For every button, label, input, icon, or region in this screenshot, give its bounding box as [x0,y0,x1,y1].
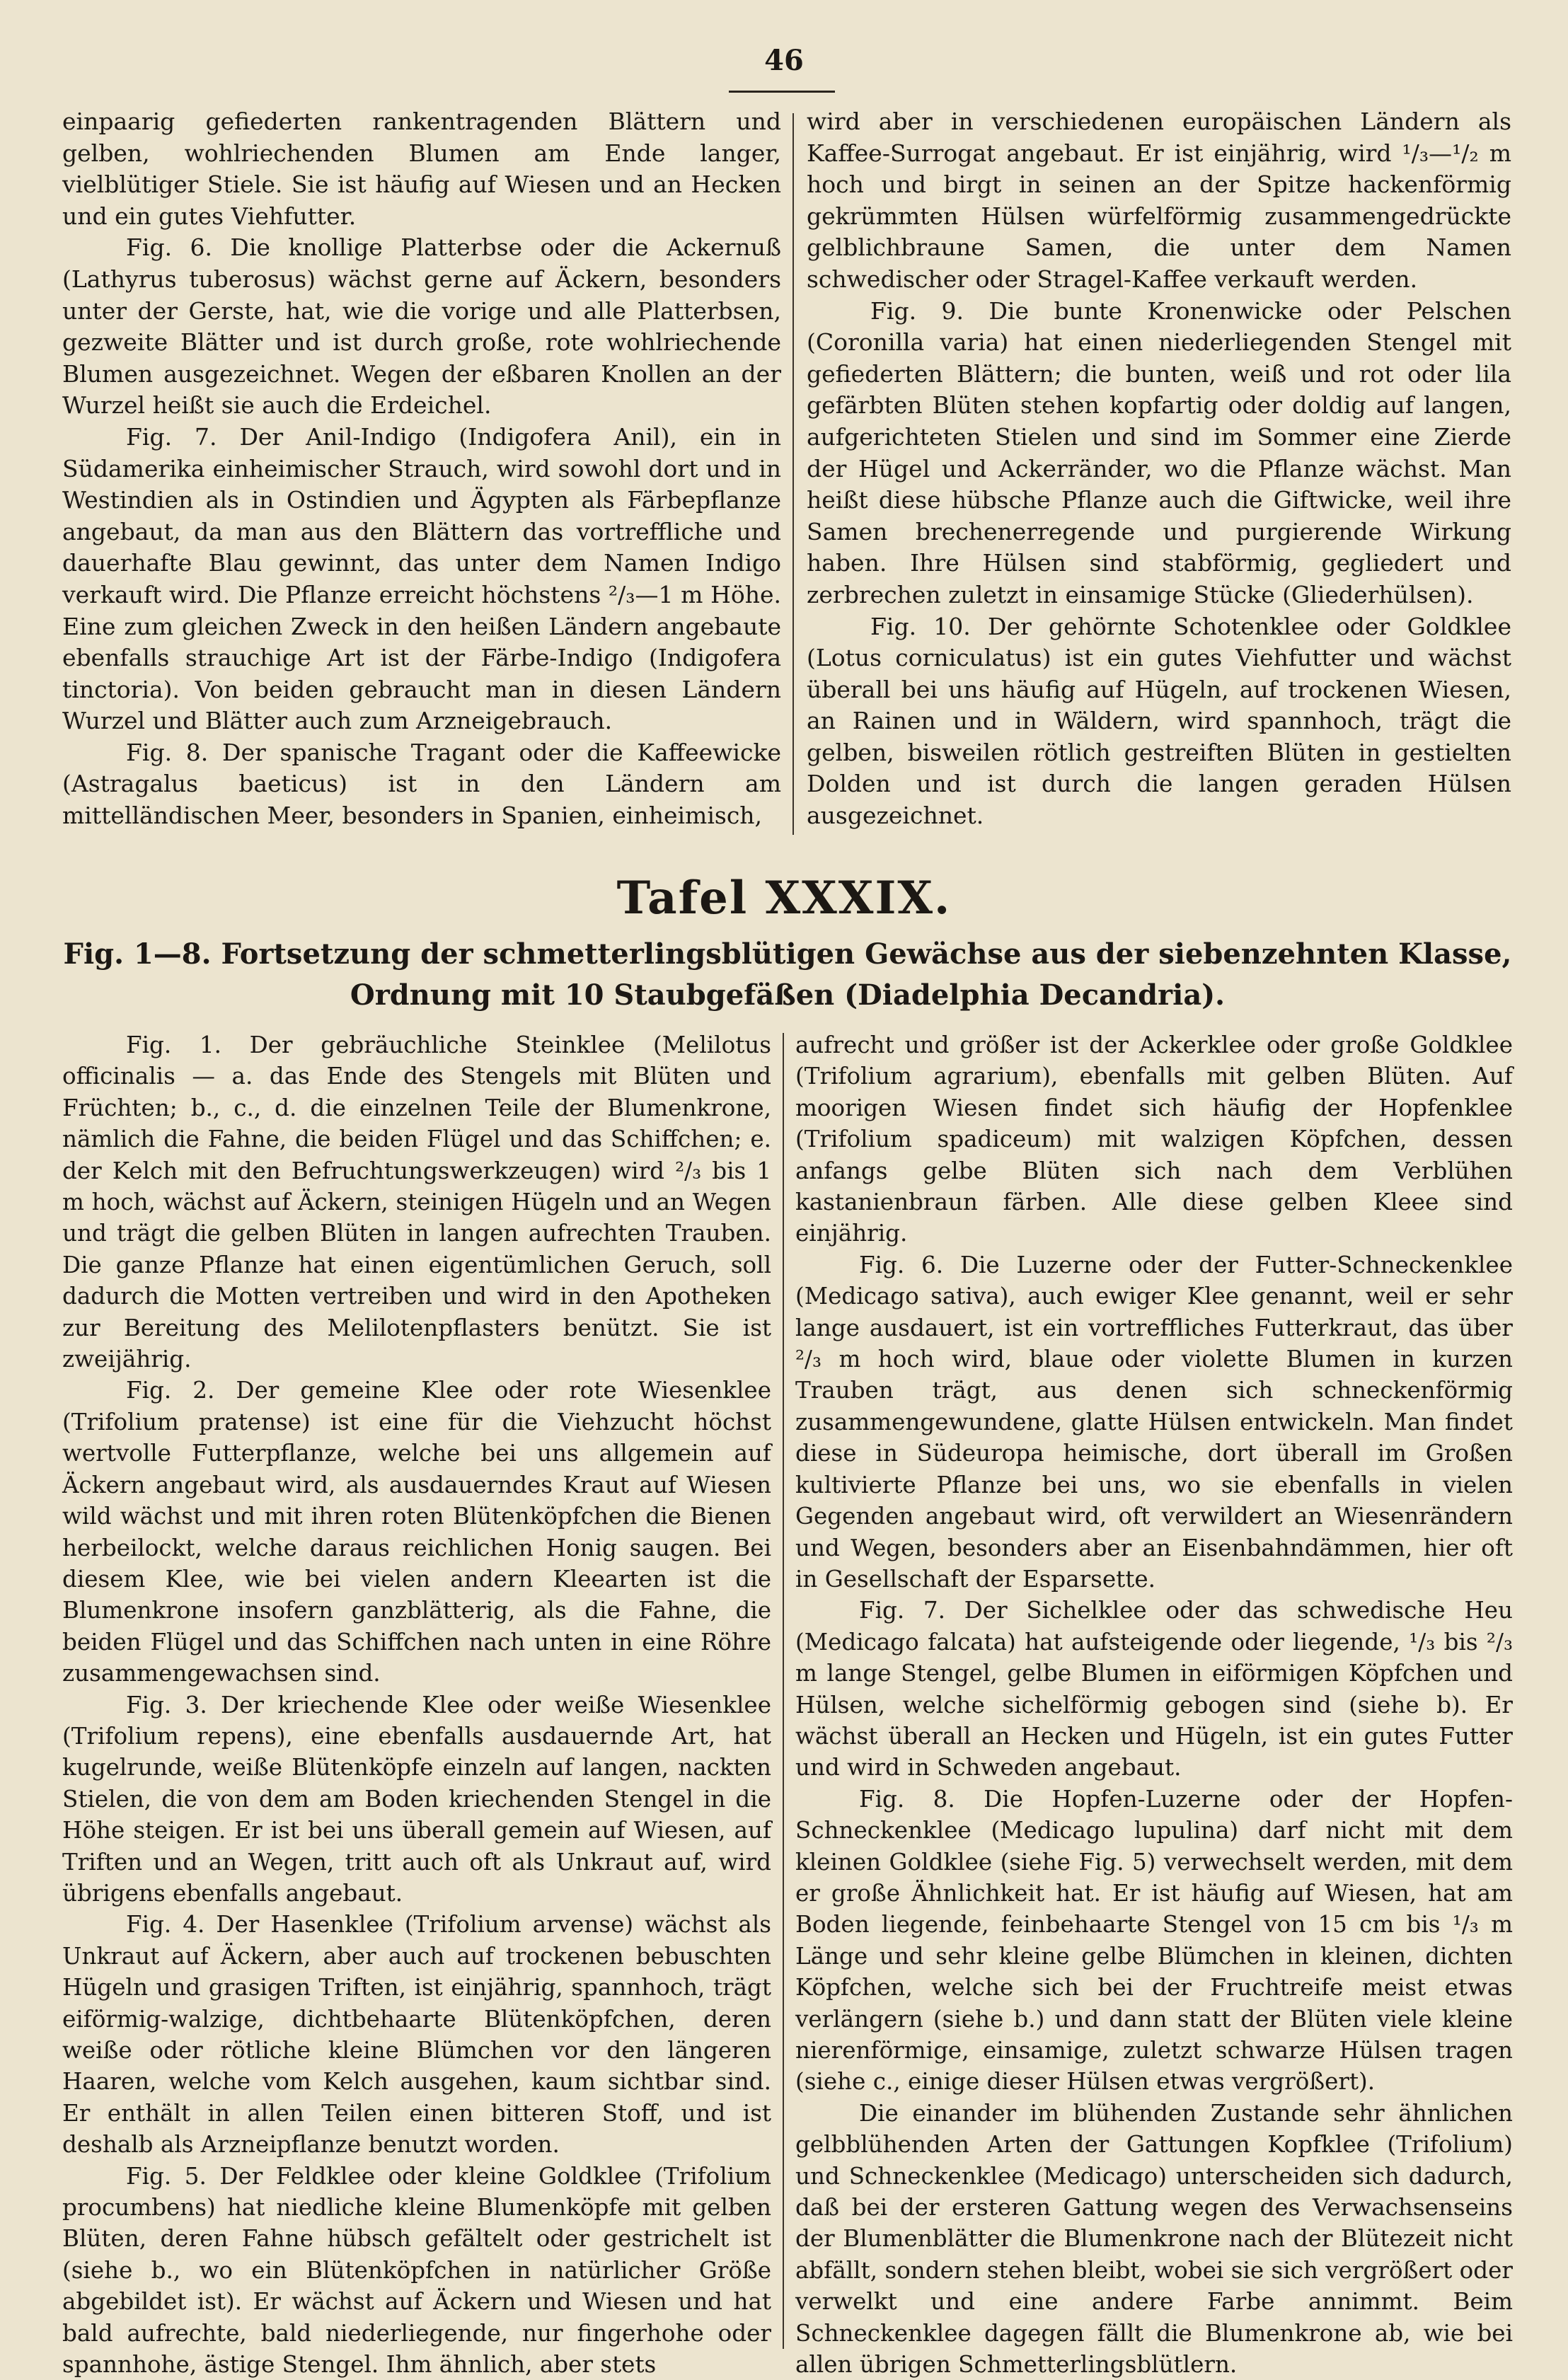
paragraph: Fig. 5. Der Feldklee oder kleine Goldklee (Trifolium procumbens) hat niedliche kleine Blumenköpfe mit gelben Blüten, deren Fahne hübsch gefältelt oder gestrichelt ist (siehe b., wo ein Blütenköpfchen in natürlicher Größe abgebildet ist). Er wächst auf Äckern und Wiesen und hat bald aufrechte, bald niederliegende, nur fingerhohe oder spannhohe, ästige Stengel. Ihm ähnlich, aber stets [62,2162,771,2379]
paragraph: einpaarig gefiederten rankentragenden Blättern und gelben, wohlriechenden Blumen am Ende langer, vielblütiger Stiele. Sie ist häufig auf Wiesen und an Hecken und ein gutes Viehfutter. [62,108,781,230]
column-1 [62,106,781,842]
paragraph: Fig. 6. Die knollige Platterbse oder die Ackernuß (Lathyrus tuberosus) wächst gerne auf Äckern, besonders unter der Gerste, hat, wie die vorige und alle Platterbsen, gezweite Blätter und ist durch große, rote wohlriechende Blumen ausgezeichnet. Wegen der eßbaren Knollen an der Wurzel heißt sie auch die Erdeichel. [62,233,781,420]
paragraph: Fig. 7. Der Sichelklee oder das schwedische Heu (Medicago falcata) hat aufsteigende oder liegende, ¹/₃ bis ²/₃ m lange Stengel, gelbe Blumen in eiförmigen Köpfchen und Hülsen, welche sichelförmig gebogen sind (siehe b). Er wächst überall an Hecken und Hügeln, ist ein gutes Futter und wird in Schweden angebaut. [795,1597,1513,1781]
column-divider [792,113,794,835]
paragraph: Fig. 9. Die bunte Kronenwicke oder Pelschen (Coronilla varia) hat einen niederliegenden Stengel mit gefiederten Blättern; die bunten, weiß und rot oder lila gefärbten Blüten stehen kopfartig oder doldig auf langen, aufgerichteten Stielen und sind im Sommer eine Zierde der Hügel und Ackerränder, wo die Pflanze wächst. Man heißt diese hübsche Pflanze auch die Giftwicke, weil ihre Samen brechenerregende und purgierende Wirkung haben. Ihre Hülsen sind stabförmig, gegliedert und zerbrechen zuletzt in einsamige Stücke (Gliederhülsen). [807,296,1511,608]
paragraph: Fig. 8. Die Hopfen-Luzerne oder der Hopfen-Schneckenklee (Medicago lupulina) darf nicht mit dem kleinen Goldklee (siehe Fig. 5) verwechselt werden, mit dem er große Ähnlichkeit hat. Er ist häufig auf Wiesen, hat am Boden liegende, feinbehaarte Stengel von 15 cm bis ¹/₃ m Länge und sehr kleine gelbe Blümchen in kleinen, dichten Köpfchen, welche sich bei der Fruchtreife meist etwas verlängern (siehe b.) und dann statt der Blüten viele kleine nierenförmige, einsamige, zuletzt schwarze Hülsen tragen (siehe c., einige dieser Hülsen etwas vergrößert). [795,1785,1513,2096]
column-divider [783,1033,784,2349]
paragraph: Fig. 3. Der kriechende Klee oder weiße Wiesenklee (Trifolium repens), eine ebenfalls ausdauernde Art, hat kugelrunde, weiße Blütenköpfe einzeln auf langen, nackten Stielen, die von dem am Boden kriechenden Stengel in die Höhe steigen. Er ist bei uns überall gemein auf Wiesen, auf Triften und an Wegen, tritt auch oft als Unkraut auf, wird übrigens ebenfalls angebaut. [62,1691,771,1907]
paragraph: Fig. 2. Der gemeine Klee oder rote Wiesenklee (Trifolium pratense) ist eine für die Viehzucht höchst wertvolle Futterpflanze, welche bei uns allgemein auf Äckern angebaut wird, als ausdauerndes Kraut auf Wiesen wild wächst und mit ihren roten Blütenköpfchen die Bienen herbeilockt, welche daraus reichlichen Honig saugen. Bei diesem Klee, wie bei vielen andern Kleearten ist die Blumenkrone insofern ganzblätterig, als die Fahne, die beiden Flügel und das Schiffchen nach unten in eine Röhre zusammengewachsen sind. [62,1377,771,1687]
section-heading: Fig. 1—8. Fortsetzung der schmetterlingsblütigen Gewächse aus der siebenzehnten Klasse, Ordnung mit 10 Staubgefäßen (Diadelphia Decandria). [63,937,1512,1012]
header-rule [729,91,835,93]
column-4 [795,1029,1513,2379]
column-3 [62,1029,771,2379]
paragraph: Fig. 7. Der Anil-Indigo (Indigofera Anil), ein in Südamerika einheimischer Strauch, wird sowohl dort und in Westindien als in Ostindien und Ägypten als Färbepflanze angebaut, da man aus den Blättern das vortreffliche und dauerhafte Blau gewinnt, das unter dem Namen Indigo verkauft wird. Die Pflanze erreicht höchstens ²/₃—1 m Höhe. Eine zum gleichen Zweck in den heißen Ländern angebaute ebenfalls strauchige Art ist der Färbe-Indigo (Indigofera tinctoria). Von beiden gebraucht man in diesen Ländern Wurzel und Blätter auch zum Arzneigebrauch. [62,422,781,735]
paragraph: Fig. 10. Der gehörnte Schotenklee oder Goldklee (Lotus corniculatus) ist ein gutes Viehfutter und wächst überall bei uns häufig auf Hügeln, auf trockenen Wiesen, an Rainen und in Wäldern, wird spannhoch, trägt die gelben, bisweilen rötlich gestreiften Blüten in gestielten Dolden und ist durch die langen geraden Hülsen ausgezeichnet. [807,612,1511,830]
paragraph: wird aber in verschiedenen europäischen Ländern als Kaffee-Surrogat angebaut. Er ist einjährig, wird ¹/₃—¹/₂ m hoch und birgt in seinen an der Spitze hackenförmig gekrümmten Hülsen würfelförmig zusammengedrückte gelblichbraune Samen, die unter dem Namen schwedischer oder Stragel-Kaffee verkauft werden. [807,108,1511,293]
paragraph: Fig. 8. Der spanische Tragant oder die Kaffeewicke (Astragalus baeticus) ist in den Ländern am mittelländischen Meer, besonders in Spanien, einheimisch, [62,738,781,830]
plate-title: Tafel XXXIX. [616,872,952,925]
paragraph: Fig. 4. Der Hasenklee (Trifolium arvense) wächst als Unkraut auf Äckern, aber auch auf trockenen bebuschten Hügeln und grasigen Triften, ist einjährig, spannhoch, trägt eiförmig-walzige, dichtbehaarte Blütenköpfchen, deren weiße oder rötliche kleine Blümchen vor den längeren Haaren, welche vom Kelch ausgehen, kaum sichtbar sind. Er enthält in allen Teilen einen bitteren Stoff, und ist deshalb als Arzneipflanze benutzt worden. [62,1911,771,2159]
paragraph: Fig. 6. Die Luzerne oder der Futter-Schneckenklee (Medicago sativa), auch ewiger Klee genannt, weil er sehr lange ausdauert, ist ein vortreffliches Futterkraut, das über ²/₃ m hoch wird, blaue oder violette Blumen in kurzen Trauben trägt, aus denen sich schneckenförmig zusammengewundene, glatte Hülsen entwickeln. Man findet diese in Südeuropa heimische, dort überall im Großen kultivierte Pflanze bei uns, wo sie ebenfalls in vielen Gegenden angebaut wird, oft verwildert an Wiesenrändern und Wegen, besonders aber an Eisenbahndämmen, hier oft in Gesellschaft der Esparsette. [795,1251,1513,1593]
page-number: 46 [764,44,804,77]
paragraph: aufrecht und größer ist der Ackerklee oder große Goldklee (Trifolium agrarium), ebenfalls mit gelben Blüten. Auf moorigen Wiesen findet sich häufig der Hopfenklee (Trifolium spadiceum) mit walzigen Köpfchen, dessen anfangs gelbe Blüten sich nach dem Verblühen kastanienbraun färben. Alle diese gelben Kleee sind einjährig. [795,1032,1513,1247]
column-2 [807,106,1511,842]
paragraph: Fig. 1. Der gebräuchliche Steinklee (Melilotus officinalis — a. das Ende des Stengels mit Blüten und Früchten; b., c., d. die einzelnen Teile der Blumenkrone, nämlich die Fahne, die beiden Flügel und das Schiffchen; e. der Kelch mit den Befruchtungswerkzeugen) wird ²/₃ bis 1 m hoch, wächst auf Äckern, steinigen Hügeln und an Wegen und trägt die gelben Blüten in langen aufrechten Trauben. Die ganze Pflanze hat einen eigentümlichen Geruch, soll dadurch die Motten vertreiben und wird in den Apotheken zur Bereitung des Melilotenpflasters benützt. Sie ist zweijährig. [62,1032,771,1373]
paragraph: Die einander im blühenden Zustande sehr ähnlichen gelbblühenden Arten der Gattungen Kopfklee (Trifolium) und Schneckenklee (Medicago) unterscheiden sich dadurch, daß bei der ersteren Gattung wegen des Verwachsenseins der Blumenblätter die Blumenkrone nach der Blütezeit nicht abfällt, sondern stehen bleibt, wobei sie sich vergrößert oder verwelkt und eine andere Farbe annimmt. Beim Schneckenklee dagegen fällt die Blumenkrone ab, wie bei allen übrigen Schmetterlingsblütlern. [795,2099,1513,2379]
